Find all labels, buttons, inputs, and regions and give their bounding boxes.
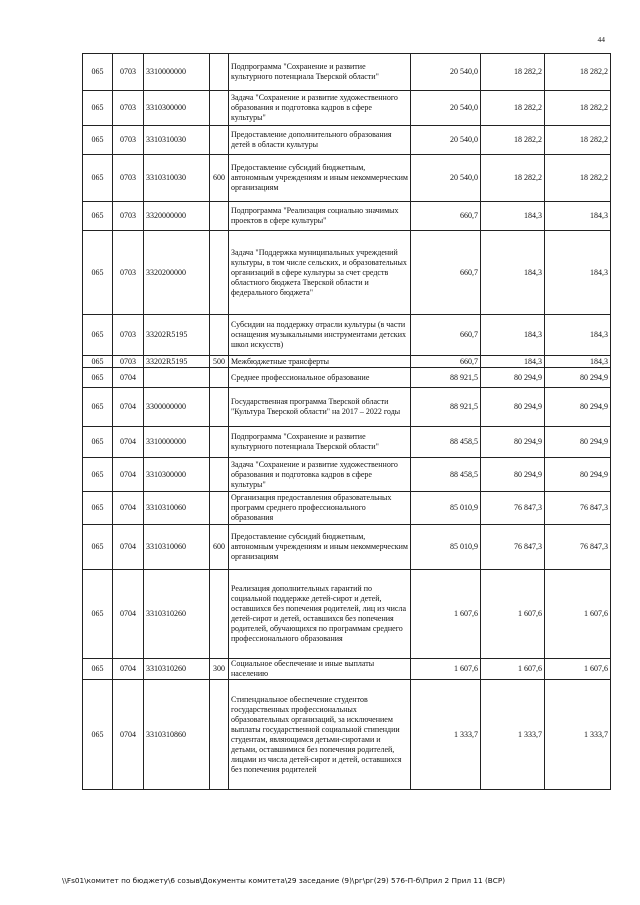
amount-year-3-cell: 80 294,9	[545, 388, 611, 427]
amount-year-3-cell: 1 607,6	[545, 570, 611, 659]
expense-type-cell	[210, 458, 229, 492]
amount-year-3-cell: 1 333,7	[545, 680, 611, 790]
amount-year-1-cell: 660,7	[411, 315, 481, 356]
expense-type-cell	[210, 388, 229, 427]
target-article-cell: 3320200000	[144, 231, 210, 315]
table-row	[83, 54, 611, 91]
amount-year-1-cell: 88 921,5	[411, 368, 481, 388]
department-code-cell: 065	[83, 492, 113, 525]
amount-year-1-cell: 85 010,9	[411, 492, 481, 525]
expense-type-cell	[210, 427, 229, 458]
expense-type-cell	[210, 680, 229, 790]
table-row	[83, 356, 611, 368]
department-code-cell: 065	[83, 155, 113, 202]
amount-year-2-cell: 76 847,3	[481, 492, 545, 525]
expense-type-cell	[210, 368, 229, 388]
section-code-cell: 0704	[113, 388, 144, 427]
amount-year-3-cell: 18 282,2	[545, 91, 611, 126]
item-name-cell: Предоставление субсидий бюджетным, автономным учреждениям и иным некоммерческим организациям	[229, 525, 411, 570]
amount-year-2-cell: 80 294,9	[481, 458, 545, 492]
item-name-cell: Реализация дополнительных гарантий по социальной поддержке детей-сирот и детей, оставшихся без попечения родителей, лиц из числа детей-сирот и детей, оставшихся без попечения родителей, обучающихся по программам среднего профессионального образования	[229, 570, 411, 659]
expense-type-cell	[210, 231, 229, 315]
target-article-cell: 3310310030	[144, 155, 210, 202]
amount-year-1-cell: 660,7	[411, 202, 481, 231]
department-code-cell: 065	[83, 202, 113, 231]
budget-table-body	[83, 54, 611, 790]
target-article-cell: 3310310260	[144, 659, 210, 680]
amount-year-3-cell: 80 294,9	[545, 427, 611, 458]
amount-year-2-cell: 18 282,2	[481, 126, 545, 155]
amount-year-2-cell: 1 607,6	[481, 570, 545, 659]
item-name-cell: Субсидии на поддержку отрасли культуры (в части оснащения музыкальными инструментами детских школ искусств)	[229, 315, 411, 356]
amount-year-1-cell: 660,7	[411, 231, 481, 315]
budget-table	[82, 53, 611, 790]
item-name-cell: Государственная программа Тверской области "Культура Тверской области" на 2017 – 2022 годы	[229, 388, 411, 427]
file-path-footer: \\Fs01\комитет по бюджету\6 созыв\Документы комитета\29 заседание (9)\рг\рг(29) 576-П-б\Прил 2 Прил 11 (ВСР)	[62, 876, 506, 885]
item-name-cell: Среднее профессиональное образование	[229, 368, 411, 388]
table-row	[83, 659, 611, 680]
expense-type-cell	[210, 91, 229, 126]
amount-year-2-cell: 18 282,2	[481, 91, 545, 126]
amount-year-1-cell: 20 540,0	[411, 91, 481, 126]
target-article-cell: 33202R5195	[144, 356, 210, 368]
amount-year-1-cell: 660,7	[411, 356, 481, 368]
department-code-cell: 065	[83, 231, 113, 315]
section-code-cell: 0703	[113, 315, 144, 356]
section-code-cell: 0703	[113, 91, 144, 126]
section-code-cell: 0703	[113, 155, 144, 202]
table-row	[83, 155, 611, 202]
department-code-cell: 065	[83, 54, 113, 91]
expense-type-cell: 600	[210, 155, 229, 202]
expense-type-cell: 600	[210, 525, 229, 570]
target-article-cell: 3310310860	[144, 680, 210, 790]
amount-year-1-cell: 88 458,5	[411, 458, 481, 492]
amount-year-1-cell: 88 458,5	[411, 427, 481, 458]
target-article-cell: 3310000000	[144, 427, 210, 458]
department-code-cell: 065	[83, 91, 113, 126]
expense-type-cell	[210, 570, 229, 659]
table-row	[83, 91, 611, 126]
section-code-cell: 0704	[113, 659, 144, 680]
table-row	[83, 680, 611, 790]
amount-year-1-cell: 20 540,0	[411, 126, 481, 155]
amount-year-2-cell: 80 294,9	[481, 388, 545, 427]
item-name-cell: Предоставление субсидий бюджетным, автономным учреждениям и иным некоммерческим организациям	[229, 155, 411, 202]
item-name-cell: Социальное обеспечение и иные выплаты населению	[229, 659, 411, 680]
amount-year-3-cell: 18 282,2	[545, 54, 611, 91]
target-article-cell	[144, 368, 210, 388]
department-code-cell: 065	[83, 126, 113, 155]
department-code-cell: 065	[83, 315, 113, 356]
amount-year-2-cell: 80 294,9	[481, 427, 545, 458]
target-article-cell: 3310310060	[144, 492, 210, 525]
expense-type-cell: 300	[210, 659, 229, 680]
amount-year-3-cell: 184,3	[545, 356, 611, 368]
item-name-cell: Предоставление дополнительного образования детей в области культуры	[229, 126, 411, 155]
amount-year-3-cell: 184,3	[545, 231, 611, 315]
amount-year-1-cell: 1 607,6	[411, 570, 481, 659]
expense-type-cell	[210, 126, 229, 155]
target-article-cell: 3320000000	[144, 202, 210, 231]
item-name-cell: Задача "Сохранение и развитие художественного образования и подготовка кадров в сфере культуры"	[229, 458, 411, 492]
department-code-cell: 065	[83, 356, 113, 368]
table-row	[83, 231, 611, 315]
section-code-cell: 0704	[113, 492, 144, 525]
amount-year-1-cell: 85 010,9	[411, 525, 481, 570]
target-article-cell: 3310000000	[144, 54, 210, 91]
amount-year-3-cell: 184,3	[545, 315, 611, 356]
department-code-cell: 065	[83, 680, 113, 790]
amount-year-1-cell: 88 921,5	[411, 388, 481, 427]
amount-year-2-cell: 18 282,2	[481, 54, 545, 91]
amount-year-2-cell: 76 847,3	[481, 525, 545, 570]
section-code-cell: 0704	[113, 525, 144, 570]
item-name-cell: Организация предоставления образовательных программ среднего профессионального образования	[229, 492, 411, 525]
amount-year-3-cell: 80 294,9	[545, 368, 611, 388]
department-code-cell: 065	[83, 368, 113, 388]
amount-year-3-cell: 1 607,6	[545, 659, 611, 680]
section-code-cell: 0704	[113, 368, 144, 388]
amount-year-3-cell: 76 847,3	[545, 525, 611, 570]
page-number: 44	[597, 35, 605, 44]
target-article-cell: 3310310030	[144, 126, 210, 155]
amount-year-2-cell: 184,3	[481, 231, 545, 315]
table-row	[83, 315, 611, 356]
section-code-cell: 0703	[113, 231, 144, 315]
expense-type-cell	[210, 492, 229, 525]
amount-year-2-cell: 184,3	[481, 315, 545, 356]
table-row	[83, 388, 611, 427]
item-name-cell: Межбюджетные трансферты	[229, 356, 411, 368]
section-code-cell: 0704	[113, 458, 144, 492]
amount-year-3-cell: 80 294,9	[545, 458, 611, 492]
table-row	[83, 427, 611, 458]
section-code-cell: 0703	[113, 356, 144, 368]
amount-year-3-cell: 18 282,2	[545, 155, 611, 202]
amount-year-2-cell: 184,3	[481, 356, 545, 368]
amount-year-2-cell: 80 294,9	[481, 368, 545, 388]
item-name-cell: Стипендиальное обеспечение студентов государственных профессиональных образовательных организаций, за исключением выплаты государственной социальной стипендии студентам, являющимся детьми-сиротами и детьми, оставшимися без попечения родителей, лицами из числа детей-сирот и детей, оставшихся без попечения родителей	[229, 680, 411, 790]
expense-type-cell	[210, 202, 229, 231]
target-article-cell: 3310300000	[144, 458, 210, 492]
amount-year-1-cell: 20 540,0	[411, 155, 481, 202]
amount-year-1-cell: 1 607,6	[411, 659, 481, 680]
amount-year-2-cell: 1 607,6	[481, 659, 545, 680]
item-name-cell: Подпрограмма "Реализация социально значимых проектов в сфере культуры"	[229, 202, 411, 231]
expense-type-cell	[210, 54, 229, 91]
section-code-cell: 0704	[113, 570, 144, 659]
amount-year-3-cell: 18 282,2	[545, 126, 611, 155]
department-code-cell: 065	[83, 427, 113, 458]
item-name-cell: Задача "Поддержка муниципальных учреждений культуры, в том числе сельских, и образовательных организаций в сфере культуры за счет средств областного бюджета Тверской области и федерального бюджета"	[229, 231, 411, 315]
section-code-cell: 0704	[113, 680, 144, 790]
target-article-cell: 3300000000	[144, 388, 210, 427]
amount-year-3-cell: 184,3	[545, 202, 611, 231]
section-code-cell: 0703	[113, 126, 144, 155]
target-article-cell: 3310310060	[144, 525, 210, 570]
table-row	[83, 202, 611, 231]
expense-type-cell	[210, 315, 229, 356]
item-name-cell: Подпрограмма "Сохранение и развитие культурного потенциала Тверской области"	[229, 427, 411, 458]
department-code-cell: 065	[83, 458, 113, 492]
target-article-cell: 3310310260	[144, 570, 210, 659]
amount-year-2-cell: 1 333,7	[481, 680, 545, 790]
item-name-cell: Задача "Сохранение и развитие художественного образования и подготовка кадров в сфере культуры"	[229, 91, 411, 126]
amount-year-2-cell: 18 282,2	[481, 155, 545, 202]
table-row	[83, 458, 611, 492]
item-name-cell: Подпрограмма "Сохранение и развитие культурного потенциала Тверской области"	[229, 54, 411, 91]
table-row	[83, 368, 611, 388]
department-code-cell: 065	[83, 659, 113, 680]
section-code-cell: 0703	[113, 54, 144, 91]
amount-year-3-cell: 76 847,3	[545, 492, 611, 525]
department-code-cell: 065	[83, 525, 113, 570]
target-article-cell: 3310300000	[144, 91, 210, 126]
amount-year-1-cell: 1 333,7	[411, 680, 481, 790]
expense-type-cell: 500	[210, 356, 229, 368]
section-code-cell: 0703	[113, 202, 144, 231]
section-code-cell: 0704	[113, 427, 144, 458]
table-row	[83, 126, 611, 155]
target-article-cell: 33202R5195	[144, 315, 210, 356]
department-code-cell: 065	[83, 570, 113, 659]
table-row	[83, 570, 611, 659]
table-row	[83, 525, 611, 570]
table-row	[83, 492, 611, 525]
department-code-cell: 065	[83, 388, 113, 427]
amount-year-2-cell: 184,3	[481, 202, 545, 231]
amount-year-1-cell: 20 540,0	[411, 54, 481, 91]
